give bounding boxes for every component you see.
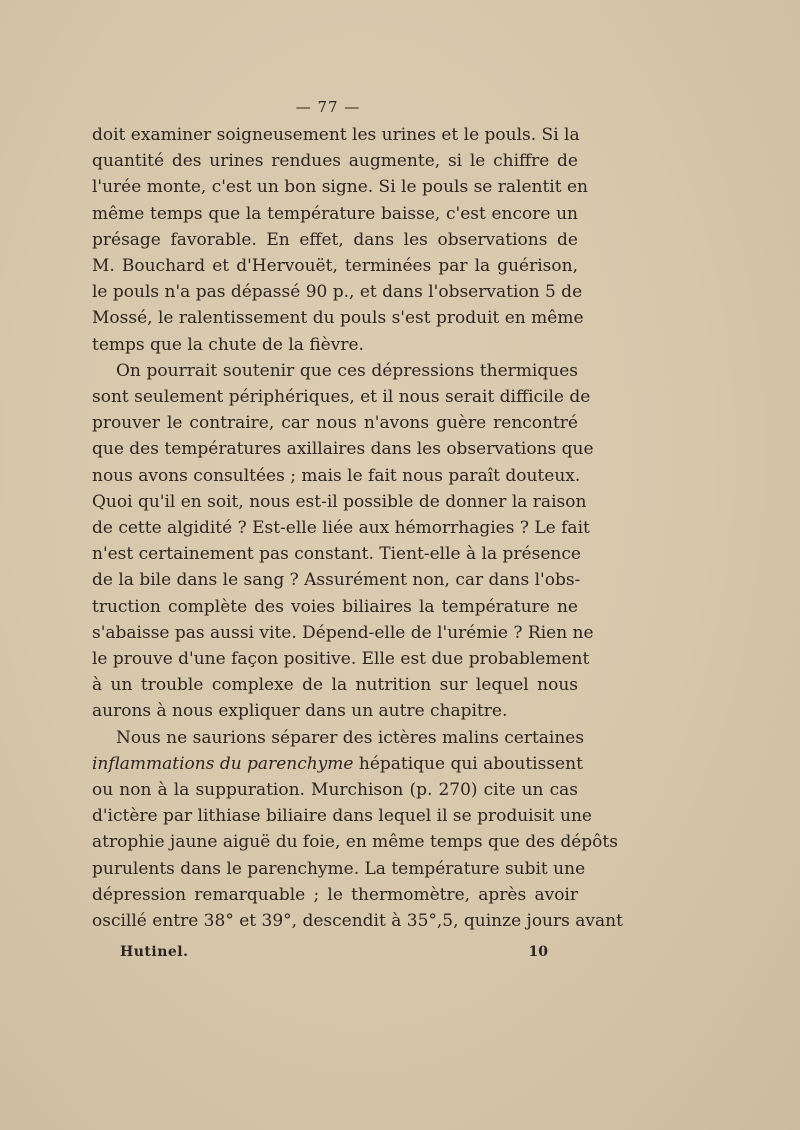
author-signature: Hutinel. [120,944,189,960]
text-line: nous avons consultées ; mais le fait nous paraît douteux. [92,465,581,486]
text-line: même temps que la température baisse, c'est encore un [92,203,578,224]
text-line: Nous ne saurions séparer des ictères malins certaines [116,727,585,748]
text-line: doit examiner soigneusement les urines et le pouls. Si la [92,125,580,145]
page-number: — 77 — [295,98,361,116]
text-line: à un trouble complexe de la nutrition sur lequel nous [92,675,578,696]
text-line: prouver le contraire, car nous n'avons guère rencontré [92,413,578,434]
text-line: quantité des urines rendues augmente, si le chiffre de [92,151,578,172]
body-text [92,122,623,934]
text-line: s'abaisse pas aussi vite. Dépend-elle de l'urémie ? Rien ne [92,622,594,643]
text-line: n'est certainement pas constant. Tient-elle à la présence [92,544,581,565]
text-line [92,751,583,777]
text-line: l'urée monte, c'est un bon signe. Si le pouls se ralentit en [92,177,588,198]
text-line: purulents dans le parenchyme. La température subit une [92,858,586,879]
text-line: dépression remarquable ; le thermomètre, après avoir [92,884,578,905]
italic-phrase: inflammations du parenchyme [92,753,354,774]
text-line: le prouve d'une façon positive. Elle est due probablement [92,649,590,670]
text-line: Mossé, le ralentissement du pouls s'est produit en même [92,308,584,329]
text-line: de cette algidité ? Est-elle liée aux hémorrhagies ? Le fait [92,518,590,539]
text-line: Quoi qu'il en soit, nous est-il possible de donner la raison [92,491,587,512]
text-line: M. Bouchard et d'Hervouët, terminées par la guérison, [92,256,578,277]
text-line: le pouls n'a pas dépassé 90 p., et dans l'observation 5 de [92,282,583,303]
page-footer [120,944,548,960]
text-line: truction complète des voies biliaires la température ne [92,596,578,617]
text-line: sont seulement périphériques, et il nous serait difficile de [92,387,591,408]
text-line: d'ictère par lithiase biliaire dans lequel il se produisit une [92,806,592,827]
text-line: temps que la chute de la fièvre. [92,334,364,355]
text-line: aurons à nous expliquer dans un autre chapitre. [92,701,508,722]
text-line: On pourrait soutenir que ces dépressions thermiques [116,360,578,381]
text-line: ou non à la suppuration. Murchison (p. 270) cite un cas [92,780,578,801]
text-line-rest: hépatique qui aboutissent [358,753,583,774]
text-line: présage favorable. En effet, dans les observations de [92,229,578,250]
text-line: atrophie jaune aiguë du foie, en même temps que des dépôts [92,832,618,853]
text-line: oscillé entre 38° et 39°, descendit à 35°,5, quinze jours avant [92,911,623,932]
text-line: de la bile dans le sang ? Assurément non, car dans l'obs- [92,570,581,591]
text-line: que des températures axillaires dans les observations que [92,439,594,460]
sheet-number: 10 [528,944,548,960]
